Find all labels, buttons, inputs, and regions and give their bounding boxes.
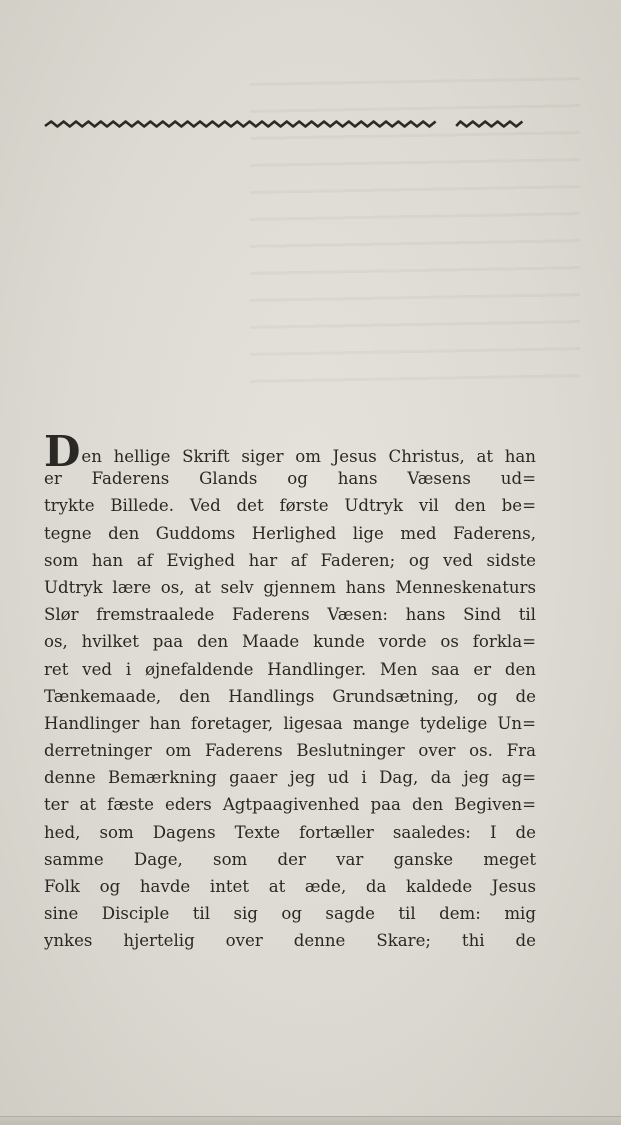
text-line-3: trykte Billede. Ved det første Udtryk vil den be= (44, 496, 536, 516)
text-line-14: ter at fæste eders Agtpaagivenhed paa den Begiven= (44, 795, 536, 815)
text-line-1 (44, 427, 536, 476)
text-line-11: Handlinger han foretager, ligesaa mange tydelige Un= (44, 713, 536, 733)
body-text (44, 427, 536, 955)
line-text: en hellige Skrift siger om Jesus Christus, at han (81, 447, 536, 466)
ornamental-rule (44, 118, 526, 130)
text-line-10: Tænkemaade, den Handlings Grundsætning, og de (44, 686, 536, 706)
text-line-7: Slør fremstraalede Faderens Væsen: hans Sind til (44, 605, 536, 625)
text-line-2: er Faderens Glands og hans Væsens ud= (44, 469, 536, 489)
initial-letter: D (44, 427, 81, 476)
text-line-18: sine Disciple til sig og sagde til dem: mig (44, 904, 536, 924)
text-line-15: hed, som Dagens Texte fortæller saaledes: I de (44, 822, 536, 842)
text-line-16: samme Dage, som der var ganske meget (44, 849, 536, 869)
text-line-17: Folk og havde intet at æde, da kaldede Jesus (44, 877, 536, 896)
wave-ornament-icon (44, 118, 526, 130)
text-line-19: ynkes hjertelig over denne Skare; thi de (44, 931, 536, 951)
text-line-13: denne Bemærkning gaaer jeg ud i Dag, da jeg ag= (44, 768, 536, 788)
text-line-6: Udtryk lære os, at selv gjennem hans Menneskenaturs (44, 577, 536, 597)
page-bottom-edge (0, 1116, 621, 1125)
text-line-9: ret ved i øjnefaldende Handlinger. Men saa er den (44, 659, 536, 679)
text-line-8: os, hvilket paa den Maade kunde vorde os forkla= (44, 632, 536, 652)
text-line-4: tegne den Guddoms Herlighed lige med Faderens, (44, 523, 536, 543)
text-line-12: derretninger om Faderens Beslutninger over os. Fra (44, 741, 536, 761)
text-line-5: som han af Evighed har af Faderen; og ved sidste (44, 550, 536, 570)
